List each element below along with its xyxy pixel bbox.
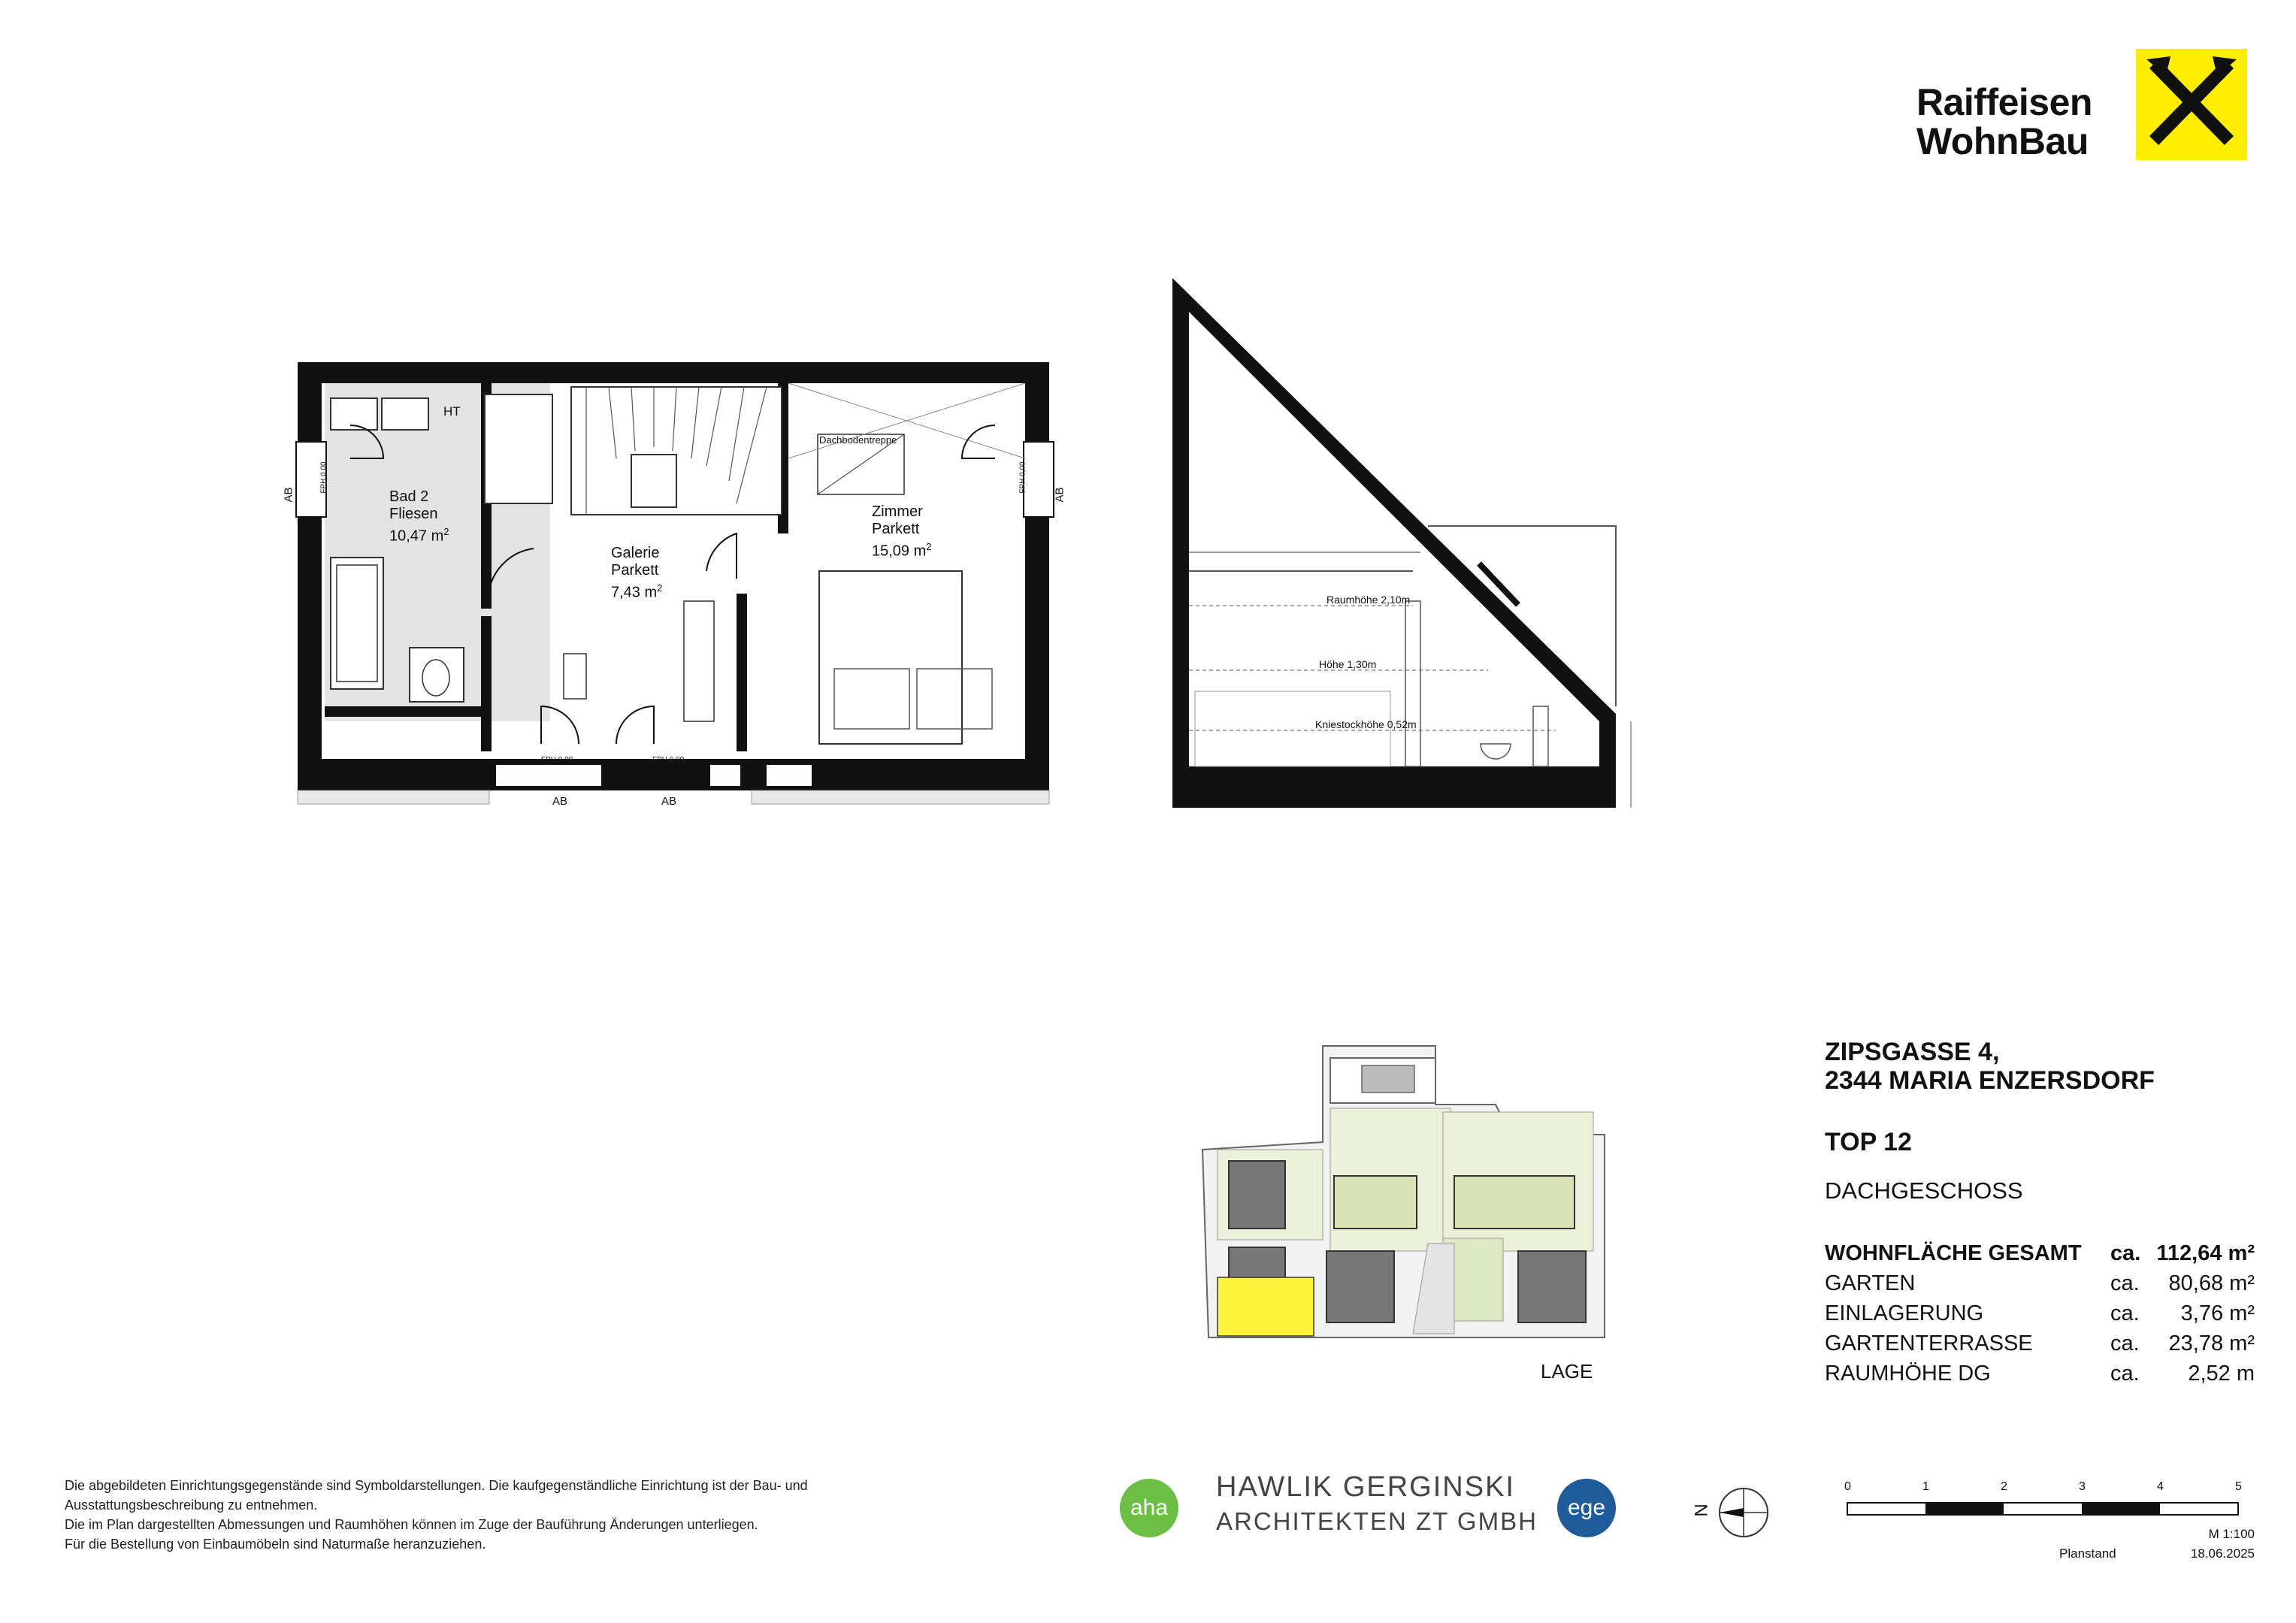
scale-tick: 1: [1922, 1480, 1929, 1493]
kniestock-label: Kniestockhöhe 0,52m: [1315, 718, 1417, 730]
area-row-wohnflaeche: [1825, 1238, 2255, 1268]
floor-plan: [282, 353, 1067, 827]
area-label: GARTENTERRASSE: [1825, 1331, 2033, 1356]
area-value: 3,76 m²: [2180, 1301, 2255, 1325]
area-ca: ca.: [2110, 1362, 2140, 1386]
room-area: 10,47 m: [389, 527, 444, 545]
area-row-gartenterrasse: [1825, 1328, 2255, 1359]
architect-name-line2: ARCHITEKTEN ZT GMBH: [1216, 1507, 1538, 1535]
window-label: AB: [1053, 487, 1066, 503]
room-floor: Fliesen: [389, 506, 438, 522]
room-label-zimmer: [872, 503, 932, 561]
raiffeisen-gable-icon: [2136, 49, 2247, 160]
ege-badge-text: ege: [1567, 1495, 1606, 1520]
area-ca: ca.: [2110, 1241, 2141, 1265]
scale-ratio: M 1:100: [2208, 1527, 2255, 1541]
fph-label: FPH 0,00: [652, 756, 685, 764]
area-row-garten: [1825, 1268, 2255, 1298]
fph-label: FPH 0,00: [319, 461, 328, 494]
area-value: 80,68 m²: [2168, 1271, 2255, 1295]
hoehe-label: Höhe 1,30m: [1319, 658, 1377, 670]
room-label-galerie: [611, 545, 662, 602]
room-area: 15,09 m: [872, 543, 927, 560]
site-map: [1195, 1037, 1616, 1383]
area-label: EINLAGERUNG: [1825, 1301, 1984, 1325]
area-value: 2,52 m: [2188, 1362, 2255, 1386]
window-label: AB: [282, 487, 295, 503]
aha-badge-text: aha: [1130, 1495, 1169, 1520]
room-name: Galerie: [611, 545, 660, 561]
area-label: RAUMHÖHE DG: [1825, 1362, 1991, 1386]
scale-tick: 3: [2079, 1480, 2086, 1493]
window-label: AB: [552, 795, 568, 808]
scale-tick: 2: [2001, 1480, 2007, 1493]
planstand-label: Planstand: [2059, 1546, 2116, 1561]
disclaimer-line: Die abgebildeten Einrichtungsgegenstände sind Symboldarstellungen. Die kaufgegenständliche Einrichtung ist der Bau- und: [65, 1478, 808, 1493]
area-ca: ca.: [2110, 1301, 2140, 1325]
area-row-raumhoehe: [1825, 1359, 2255, 1389]
unit-title: TOP 12: [1825, 1128, 1912, 1156]
area-value: 112,64 m²: [2156, 1241, 2255, 1265]
fph-label: FPH 0,00: [541, 756, 573, 764]
area-ca: ca.: [2110, 1331, 2140, 1356]
fph-label: FPH 0,00: [1018, 461, 1027, 494]
ege-badge-icon: [1557, 1479, 1616, 1537]
room-area-sup: 2: [657, 582, 663, 594]
dachbodentreppe-label: Dachbodentreppe: [819, 434, 897, 446]
brand-name-line1: Raiffeisen: [1916, 81, 2092, 123]
window-label: AB: [661, 795, 677, 808]
brand-name-line2: WohnBau: [1916, 120, 2089, 162]
planstand-date: 18.06.2025: [2190, 1546, 2255, 1561]
room-area: 7,43 m: [611, 584, 658, 601]
area-value: 23,78 m²: [2168, 1331, 2255, 1356]
room-floor: Parkett: [872, 521, 920, 537]
address-line1: ZIPSGASSE 4,: [1825, 1038, 2000, 1066]
room-area-sup: 2: [443, 526, 449, 537]
floor-name: DACHGESCHOSS: [1825, 1177, 2023, 1204]
brand-logo: [1916, 79, 2247, 162]
ht-label: HT: [443, 404, 461, 419]
area-label: GARTEN: [1825, 1271, 1916, 1295]
disclaimer-line: Die im Plan dargestellten Abmessungen und Raumhöhen können im Zuge der Bauführung Änderungen unterliegen.: [65, 1517, 758, 1532]
north-label: N: [1691, 1504, 1712, 1517]
raumhoehe-label: Raumhöhe 2,10m: [1326, 594, 1411, 606]
disclaimer-line: Für die Bestellung von Einbaumöbeln sind Naturmaße heranzuziehen.: [65, 1537, 486, 1552]
site-label: LAGE: [1541, 1360, 1593, 1383]
north-arrow: [1691, 1486, 1774, 1539]
room-name: Bad 2: [389, 488, 429, 505]
area-ca: ca.: [2110, 1271, 2140, 1295]
scale-tick: 0: [1844, 1480, 1851, 1493]
scale-tick: 5: [2235, 1480, 2242, 1493]
architect-name-line1: HAWLIK GERGINSKI: [1216, 1471, 1515, 1503]
area-row-einlagerung: [1825, 1298, 2255, 1328]
room-floor: Parkett: [611, 562, 659, 579]
room-label-bad: [389, 488, 449, 546]
scale-bar: [1841, 1480, 2262, 1585]
aha-badge-icon: [1120, 1479, 1178, 1537]
scale-tick: 4: [2157, 1480, 2164, 1493]
address-line2: 2344 MARIA ENZERSDORF: [1825, 1066, 2155, 1095]
room-area-sup: 2: [926, 541, 932, 552]
room-name: Zimmer: [872, 503, 923, 520]
section-drawing: [1165, 270, 1646, 819]
disclaimer-line: Ausstattungsbeschreibung zu entnehmen.: [65, 1498, 318, 1513]
area-label: WOHNFLÄCHE GESAMT: [1825, 1241, 2082, 1265]
